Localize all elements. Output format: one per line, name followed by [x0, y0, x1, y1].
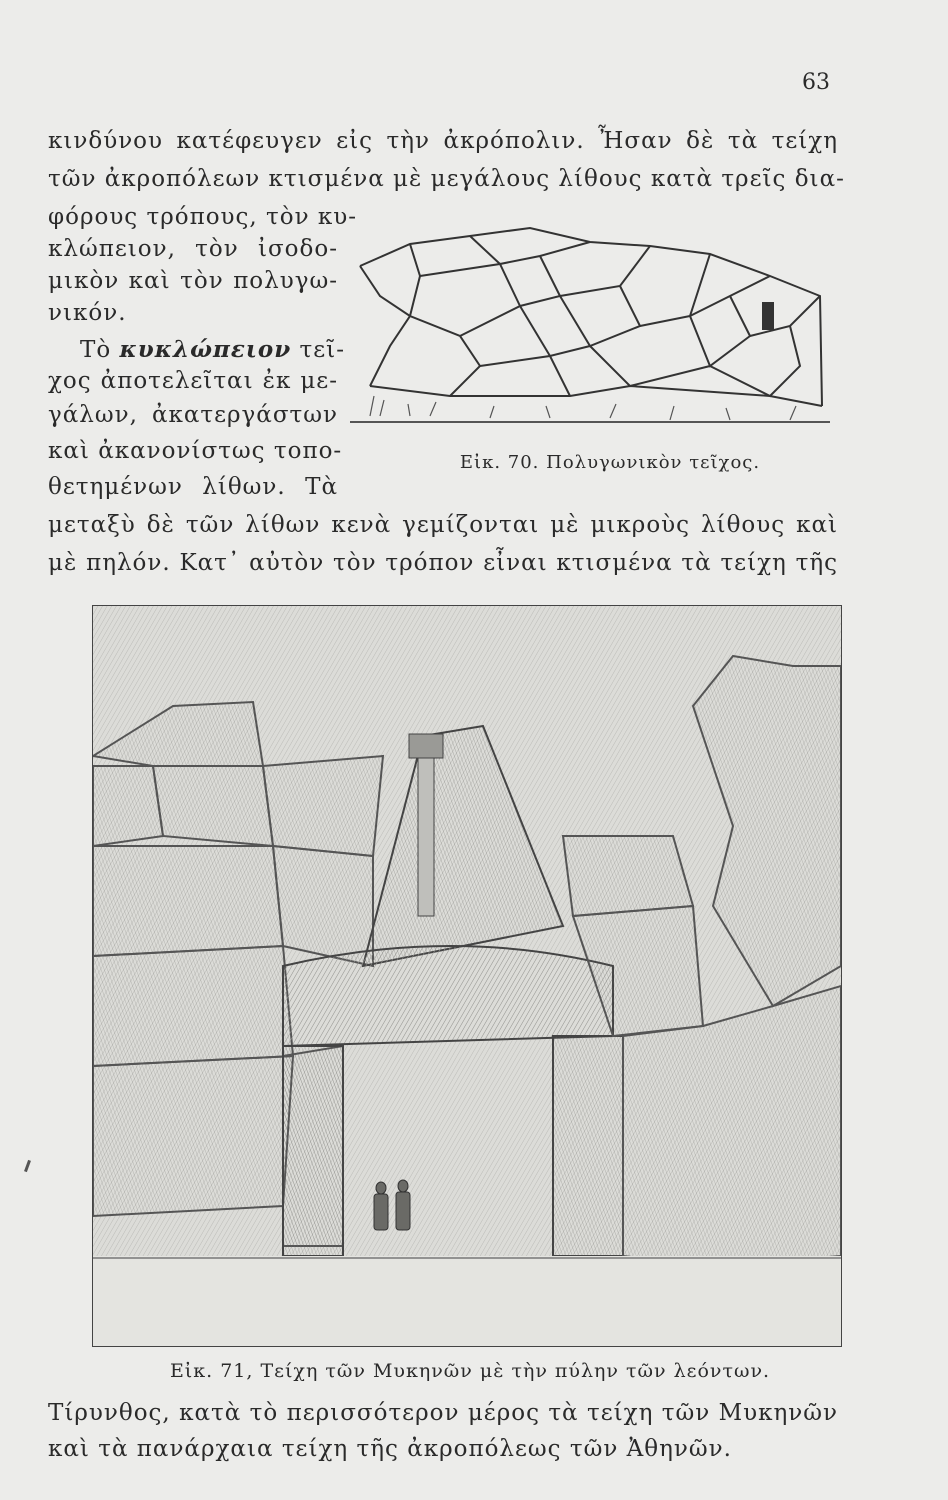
text-segment: Τὸ	[80, 337, 112, 363]
text-line: γάλων, ἀκατεργάστων	[48, 402, 338, 428]
text-line: μικὸν καὶ τὸν πολυγω-	[48, 268, 338, 294]
text-line: χος ἀποτελεῖται ἐκ με-	[48, 368, 338, 394]
kyklopeion-line	[80, 336, 345, 363]
figure-caption: Εἰκ. 70. Πολυγωνικὸν τεῖχος.	[459, 452, 761, 473]
text-line: θετημένων λίθων. Τὰ	[48, 474, 338, 500]
figure-polygonal-wall	[350, 216, 830, 442]
text-line: Τίρυνθος, κατὰ τὸ περισσότερον μέρος τὰ τείχη τῶν Μυκηνῶν	[48, 1400, 838, 1426]
figure-caption: Εἰκ. 71, Τείχη τῶν Μυκηνῶν μὲ τὴν πύλην τῶν λεόντων.	[169, 1360, 771, 1382]
figure-lion-gate-engraving	[92, 605, 842, 1347]
text-segment: τεῖ-	[299, 337, 345, 363]
text-line: κλώπειον, τὸν ἰσοδο-	[48, 236, 338, 262]
text-line: νικόν.	[48, 300, 127, 326]
text-line: μεταξὺ δὲ τῶν λίθων κενὰ γεμίζονται μὲ μικροὺς λίθους καὶ	[48, 512, 838, 538]
text-line: φόρους τρόπους, τὸν κυ-	[48, 204, 358, 230]
emphasized-term: κυκλώπειον	[119, 336, 292, 363]
text-line: καὶ τὰ πανάρχαια τείχη τῆς ἀκροπόλεως τῶν Ἀθηνῶν.	[48, 1436, 732, 1462]
text-line: καὶ ἀκανονίστως τοπο-	[48, 438, 343, 464]
page-number: 63	[802, 70, 830, 95]
margin-mark	[24, 1160, 31, 1172]
text-line: κινδύνου κατέφευγεν εἰς τὴν ἀκρόπολιν. Ἦσαν δὲ τὰ τείχη	[48, 128, 838, 154]
text-line: τῶν ἀκροπόλεων κτισμένα μὲ μεγάλους λίθους κατὰ τρεῖς δια-	[48, 166, 845, 192]
text-line: μὲ πηλόν. Κατ᾿ αὐτὸν τὸν τρόπον εἶναι κτισμένα τὰ τείχη τῆς	[48, 550, 838, 576]
